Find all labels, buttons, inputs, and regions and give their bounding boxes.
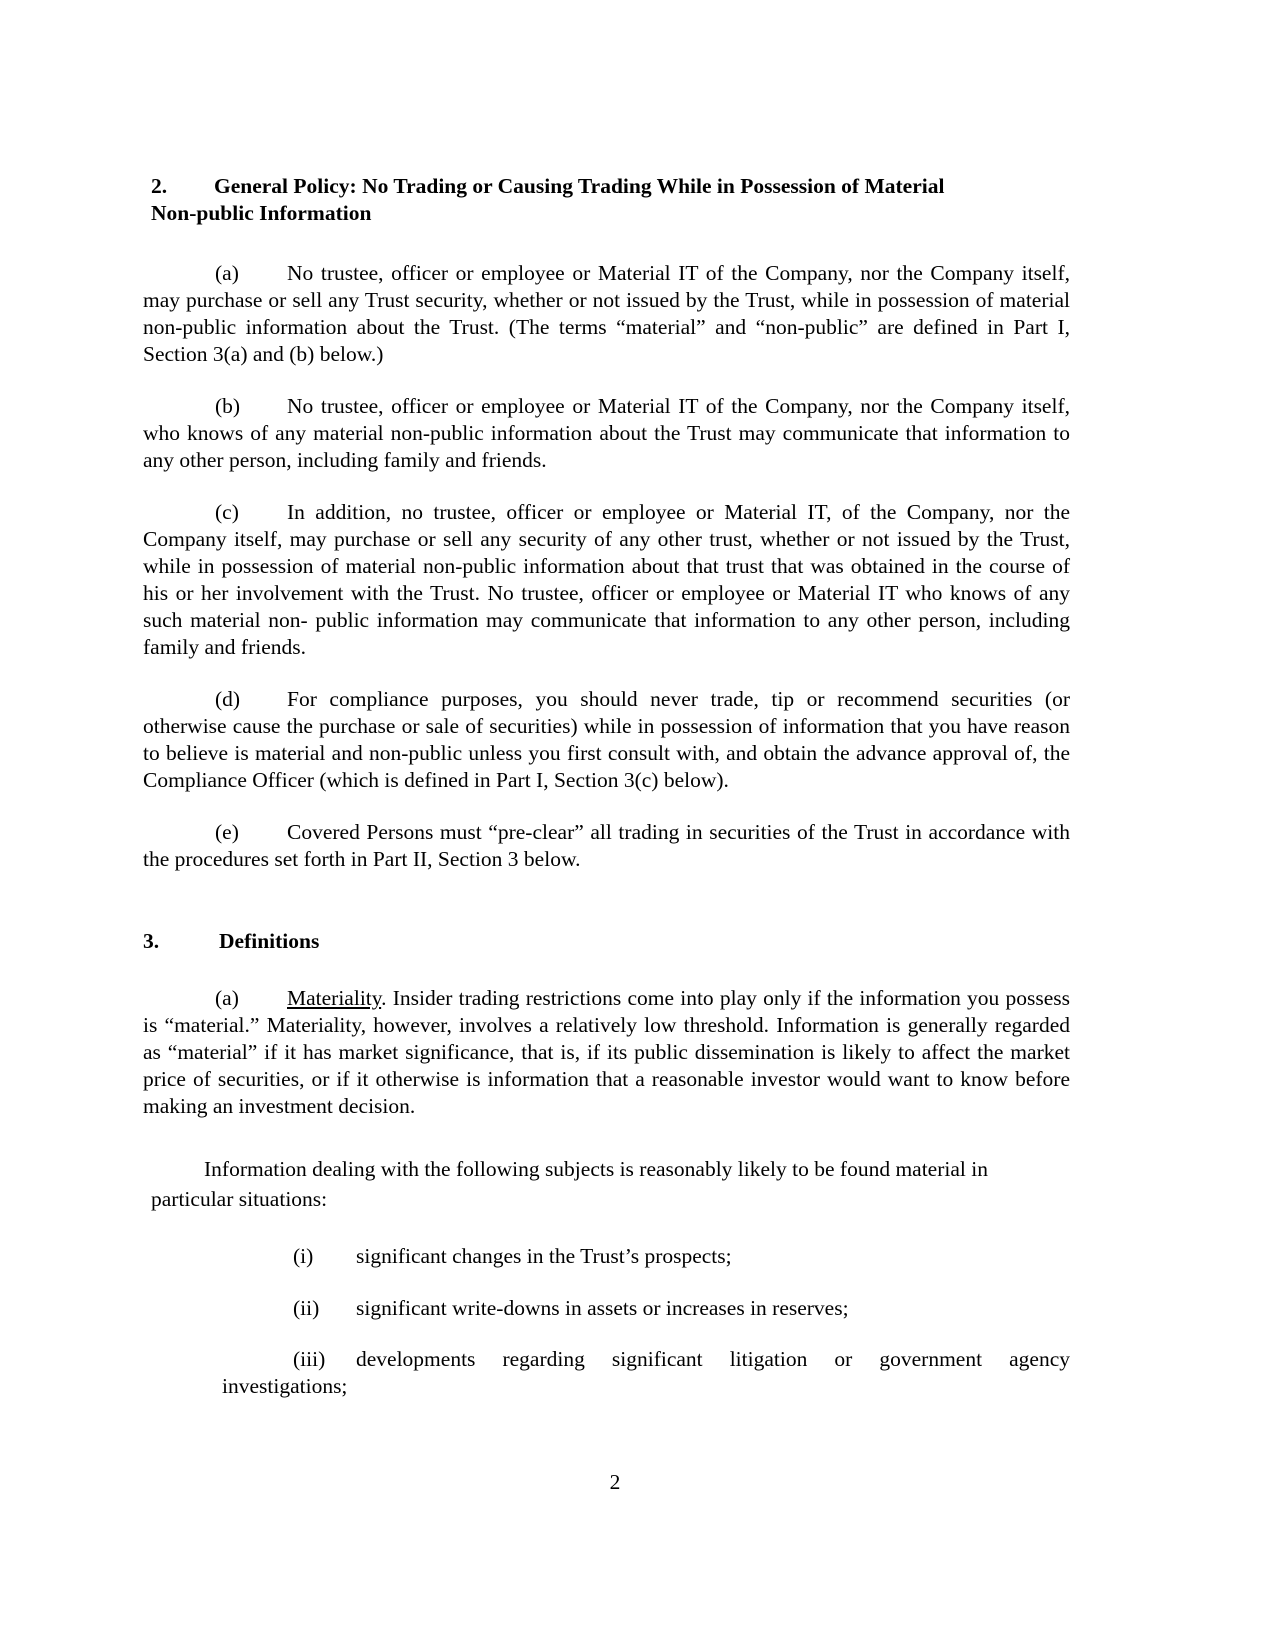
list-label: (iii): [293, 1347, 326, 1371]
paragraph-text: Covered Persons must “pre-clear” all trading in securities of the Trust in accordance with the procedures set forth in Part II, Section 3 below.: [143, 820, 1070, 871]
defined-term: Materiality: [287, 986, 382, 1010]
paragraph-3a: [143, 985, 1070, 1120]
list-item-iii-cont: investigations;: [222, 1374, 348, 1398]
section-2-heading: [151, 173, 1070, 227]
paragraph-text: No trustee, officer or employee or Material IT of the Company, nor the Company itself, may purchase or sell any Trust security, whether or not issued by the Trust, while in possession of material non-public information about the Trust. (The terms “material” and “non-public” are defined in Part I, Section 3(a) and (b) below.): [143, 261, 1070, 366]
paragraph-label: (a): [215, 986, 239, 1010]
list-text: significant changes in the Trust’s prospects;: [356, 1244, 732, 1268]
list-item-iii: [293, 1346, 1070, 1373]
paragraph-text: No trustee, officer or employee or Material IT of the Company, nor the Company itself, who knows of any material non-public information about the Trust may communicate that information to any other person, including family and friends.: [143, 394, 1070, 472]
paragraph-2c: [143, 499, 1070, 661]
paragraph-2e: [143, 819, 1070, 873]
paragraph-text: For compliance purposes, you should never trade, tip or recommend securities (or otherwise cause the purchase or sale of securities) while in possession of information that you have reason to believe is material and non-public unless you first consult with, and obtain the advance approval of, the Compliance Officer (which is defined in Part I, Section 3(c) below).: [143, 687, 1070, 792]
paragraph-label: (d): [215, 687, 241, 711]
section-title: General Policy: No Trading or Causing Trading While in Possession of Material: [214, 174, 945, 198]
paragraph-label: (a): [215, 261, 239, 285]
paragraph-label: (e): [215, 820, 239, 844]
section-3-heading: [143, 928, 1070, 955]
paragraph-2b: [143, 393, 1070, 474]
paragraph-2a: [143, 260, 1070, 368]
section-number: 2.: [151, 174, 168, 198]
paragraph-label: (b): [215, 394, 241, 418]
paragraph-2d: [143, 686, 1070, 794]
intro-line-1: Information dealing with the following subjects is reasonably likely to be found material in: [204, 1157, 988, 1181]
page-number: 2: [609, 1470, 621, 1494]
list-label: (ii): [293, 1296, 320, 1320]
intro-line-2: particular situations:: [151, 1187, 328, 1211]
paragraph-label: (c): [215, 500, 239, 524]
paragraph-text: . Insider trading restrictions come into play only if the information you possess is “material.” Materiality, however, involves a relatively low threshold. Information is generally regarded as “material” if it has market significance, that is, if its public dissemination is likely to affect the market price of securities, or if it otherwise is information that a reasonable investor would want to know before making an investment decision.: [143, 986, 1070, 1118]
list-label: (i): [293, 1244, 314, 1268]
section-title-cont: Non-public Information: [151, 201, 372, 225]
section-title: Definitions: [219, 929, 320, 953]
list-item-i: [293, 1243, 732, 1270]
list-text: developments regarding significant litigation or government agency: [356, 1347, 1070, 1371]
paragraph-text: In addition, no trustee, officer or employee or Material IT, of the Company, nor the Company itself, may purchase or sell any security of any other trust, whether or not issued by the Trust, while in possession of material non-public information about that trust that was obtained in the course of his or her involvement with the Trust. No trustee, officer or employee or Material IT who knows of any such material non- public information may communicate that information to any other person, including family and friends.: [143, 500, 1070, 659]
list-text: significant write-downs in assets or increases in reserves;: [356, 1296, 849, 1320]
list-item-ii: [293, 1295, 849, 1322]
section-number: 3.: [143, 929, 160, 953]
